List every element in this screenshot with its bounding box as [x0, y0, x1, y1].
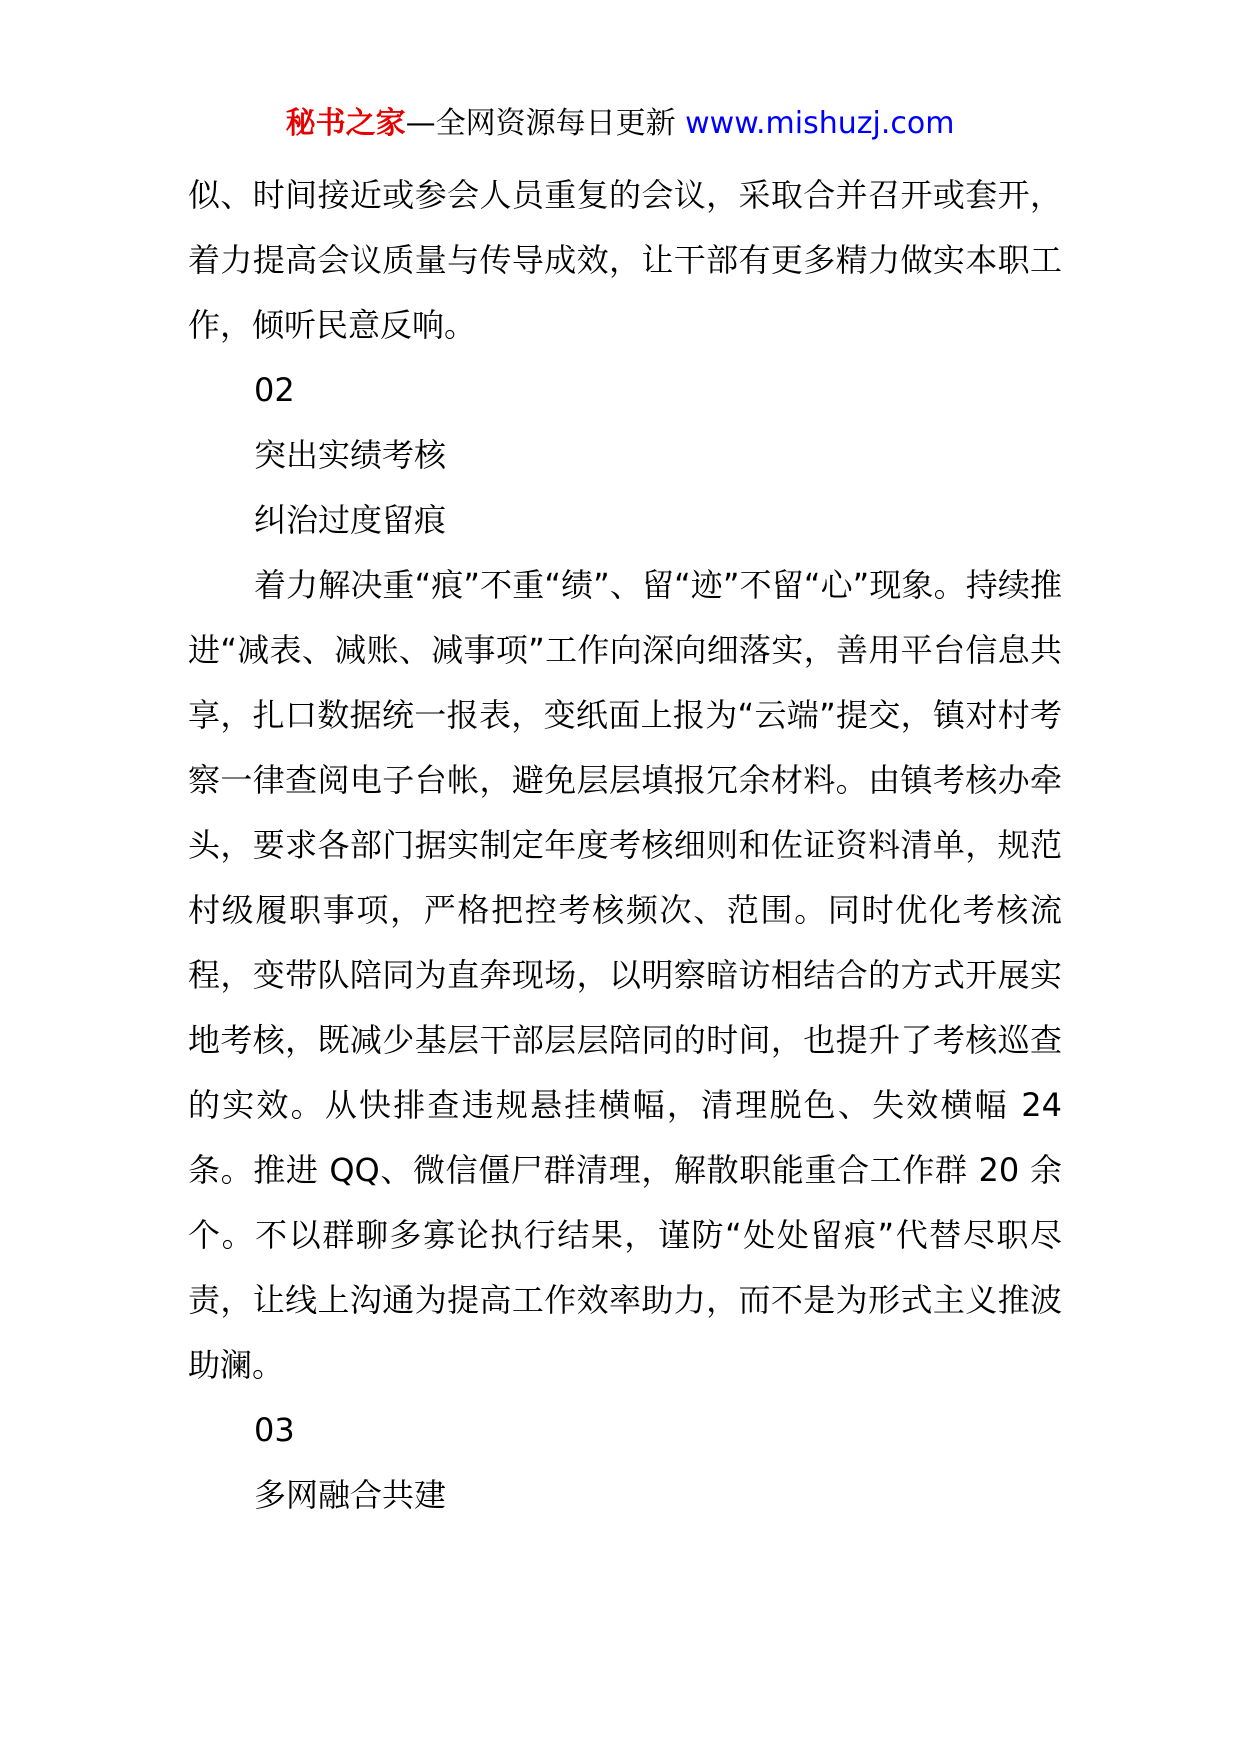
- body-paragraph: 着力解决重“痕”不重“绩”、留“迹”不留“心”现象。持续推进“减表、减账、减事项”工作向深向细落实，善用平台信息共享，扎口数据统一报表，变纸面上报为“云端”提交，镇对村考察一律查阅电子台帐，避免层层填报冗余材料。由镇考核办牵头，要求各部门据实制定年度考核细则和佐证资料清单，规范村级履职事项，严格把控考核频次、范围。同时优化考核流程，变带队陪同为直奔现场，以明察暗访相结合的方式开展实地考核，既减少基层干部层层陪同的时间，也提升了考核巡查的实效。从快排查违规悬挂横幅，清理脱色、失效横幅 24 条。推进 QQ、微信僵尸群清理，解散职能重合工作群 20 余个。不以群聊多寡论执行结果，谨防“处处留痕”代替尽职尽责，让线上沟通为提高工作效率助力，而不是为形式主义推波助澜。: [188, 566, 1062, 1384]
- header-brand: 秘书之家: [285, 106, 406, 141]
- section-heading-line-1: 突出实绩考核: [254, 436, 447, 474]
- paragraph-continuation: 似、时间接近或参会人员重复的会议，采取合并召开或套开，着力提高会议质量与传导成效，让干部有更多精力做实本职工作，倾听民意反响。: [188, 176, 1062, 344]
- section-heading-line-1: 多网融合共建: [254, 1476, 447, 1514]
- header-url-link[interactable]: www.mishuzj.com: [685, 106, 955, 141]
- document-body: [188, 163, 1062, 1528]
- header-slogan: —全网资源每日更新: [405, 106, 676, 141]
- section-number: 03: [254, 1411, 295, 1449]
- section-heading-line-2: 纠治过度留痕: [254, 501, 447, 539]
- page-header: [0, 104, 1240, 144]
- section-number: 02: [254, 371, 295, 409]
